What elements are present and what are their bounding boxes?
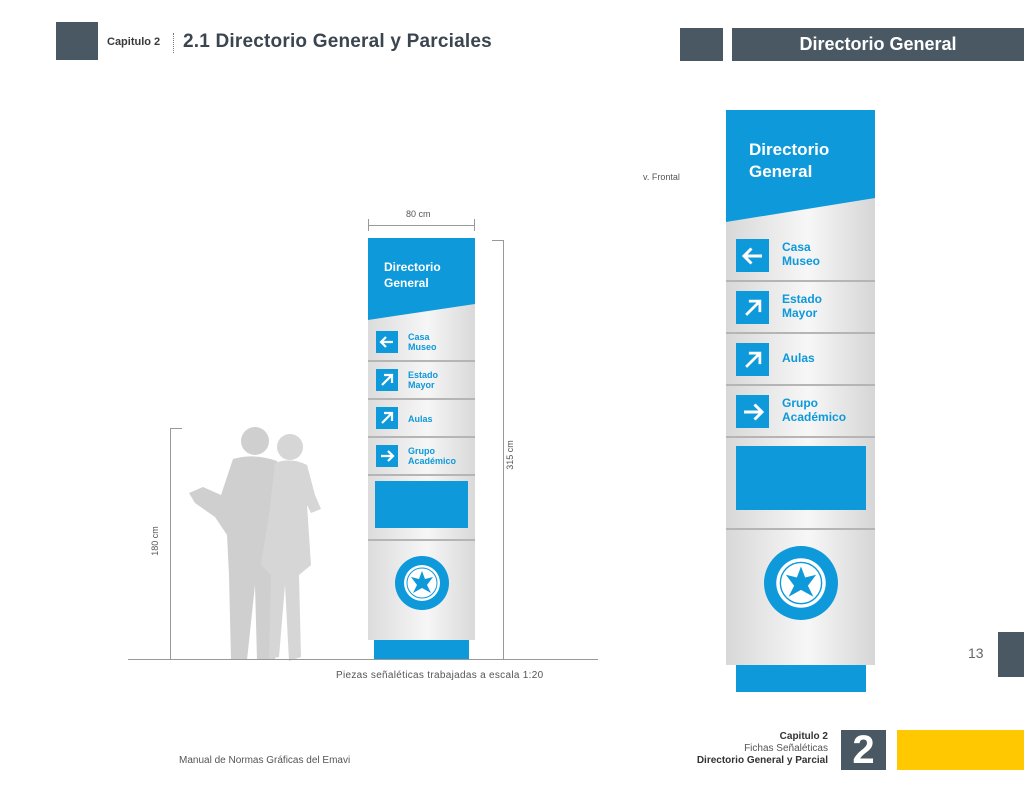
sign-small-row (368, 362, 475, 400)
page-title: 2.1 Directorio General y Parciales (183, 31, 492, 52)
ground-line (128, 659, 598, 660)
footer-manual-text: Manual de Normas Gráficas del Emavi (179, 755, 351, 766)
scale-note: Piezas señaléticas trabajadas a escala 1:20 (336, 670, 544, 681)
sign-large-row (726, 334, 875, 386)
person-dim-line (170, 428, 171, 660)
sign-small-divider (368, 539, 475, 541)
sign-large-row (726, 386, 875, 438)
sign-small-item-4: Grupo Académico (408, 446, 457, 467)
arrow-up-right-icon (736, 343, 769, 376)
width-label: 80 cm (406, 209, 431, 219)
chapter-label: Capitulo 2 (107, 36, 161, 48)
footer-chapter: Capitulo 2 (779, 731, 828, 742)
footer-subtitle: Fichas Señaléticas (744, 743, 828, 754)
height-dim-tick (492, 240, 504, 241)
arrow-left-icon (376, 331, 398, 353)
sign-small-item-3: Aulas (408, 414, 433, 424)
header-left-block (56, 22, 98, 60)
sign-large-row (726, 282, 875, 334)
page-number: 13 (968, 645, 984, 661)
arrow-left-icon (736, 239, 769, 272)
people-silhouette-icon (185, 425, 330, 665)
sign-large-item-1: Casa Museo (782, 240, 821, 268)
sign-small-title-2: General (384, 276, 429, 290)
height-label: 315 cm (504, 440, 515, 470)
sign-small-row (368, 438, 475, 476)
emavi-eagle-seal-icon (395, 556, 449, 610)
footer-section: Directorio General y Parcial (696, 755, 828, 766)
person-height-label: 180 cm (149, 526, 160, 556)
sign-large-item-3: Aulas (782, 351, 815, 365)
sign-small-row (368, 324, 475, 362)
sign-small-blank-panel (375, 481, 468, 528)
sign-large-item-2: Estado Mayor (782, 292, 823, 320)
sign-small-base (374, 640, 469, 659)
sign-large-blank-panel (736, 446, 866, 510)
arrow-up-right-icon (376, 407, 398, 429)
sign-large-title-1: Directorio (749, 140, 830, 159)
sign-small-title-1: Directorio (384, 260, 441, 274)
sign-large-row (726, 230, 875, 282)
sign-large-base (736, 665, 866, 692)
page-number-tab (998, 632, 1024, 677)
footer-yellow-bar (897, 730, 1024, 770)
view-label: v. Frontal (643, 172, 680, 182)
width-dim-tick-left (368, 219, 369, 231)
sign-small-item-2: Estado Mayor (408, 370, 439, 391)
sign-large-divider (726, 528, 875, 530)
sign-small-item-1: Casa Museo (408, 332, 437, 353)
sign-small-row (368, 400, 475, 438)
arrow-up-right-icon (376, 369, 398, 391)
footer-chapter-number-box (841, 730, 886, 770)
footer-chapter-number: 2 (852, 728, 875, 772)
sign-small (368, 238, 475, 640)
emavi-eagle-seal-icon (764, 546, 838, 620)
width-dim-tick-right (474, 219, 475, 231)
sign-large (726, 110, 875, 665)
sign-large-item-4: Grupo Académico (782, 396, 847, 424)
arrow-up-right-icon (736, 291, 769, 324)
header-right-small-block (680, 28, 723, 61)
width-dim-line (368, 225, 474, 226)
arrow-right-icon (376, 445, 398, 467)
header-separator (173, 33, 174, 53)
section-title: Directorio General (732, 28, 1024, 61)
sign-large-title-2: General (749, 162, 813, 181)
person-dim-tick (170, 428, 182, 429)
arrow-right-icon (736, 395, 769, 428)
